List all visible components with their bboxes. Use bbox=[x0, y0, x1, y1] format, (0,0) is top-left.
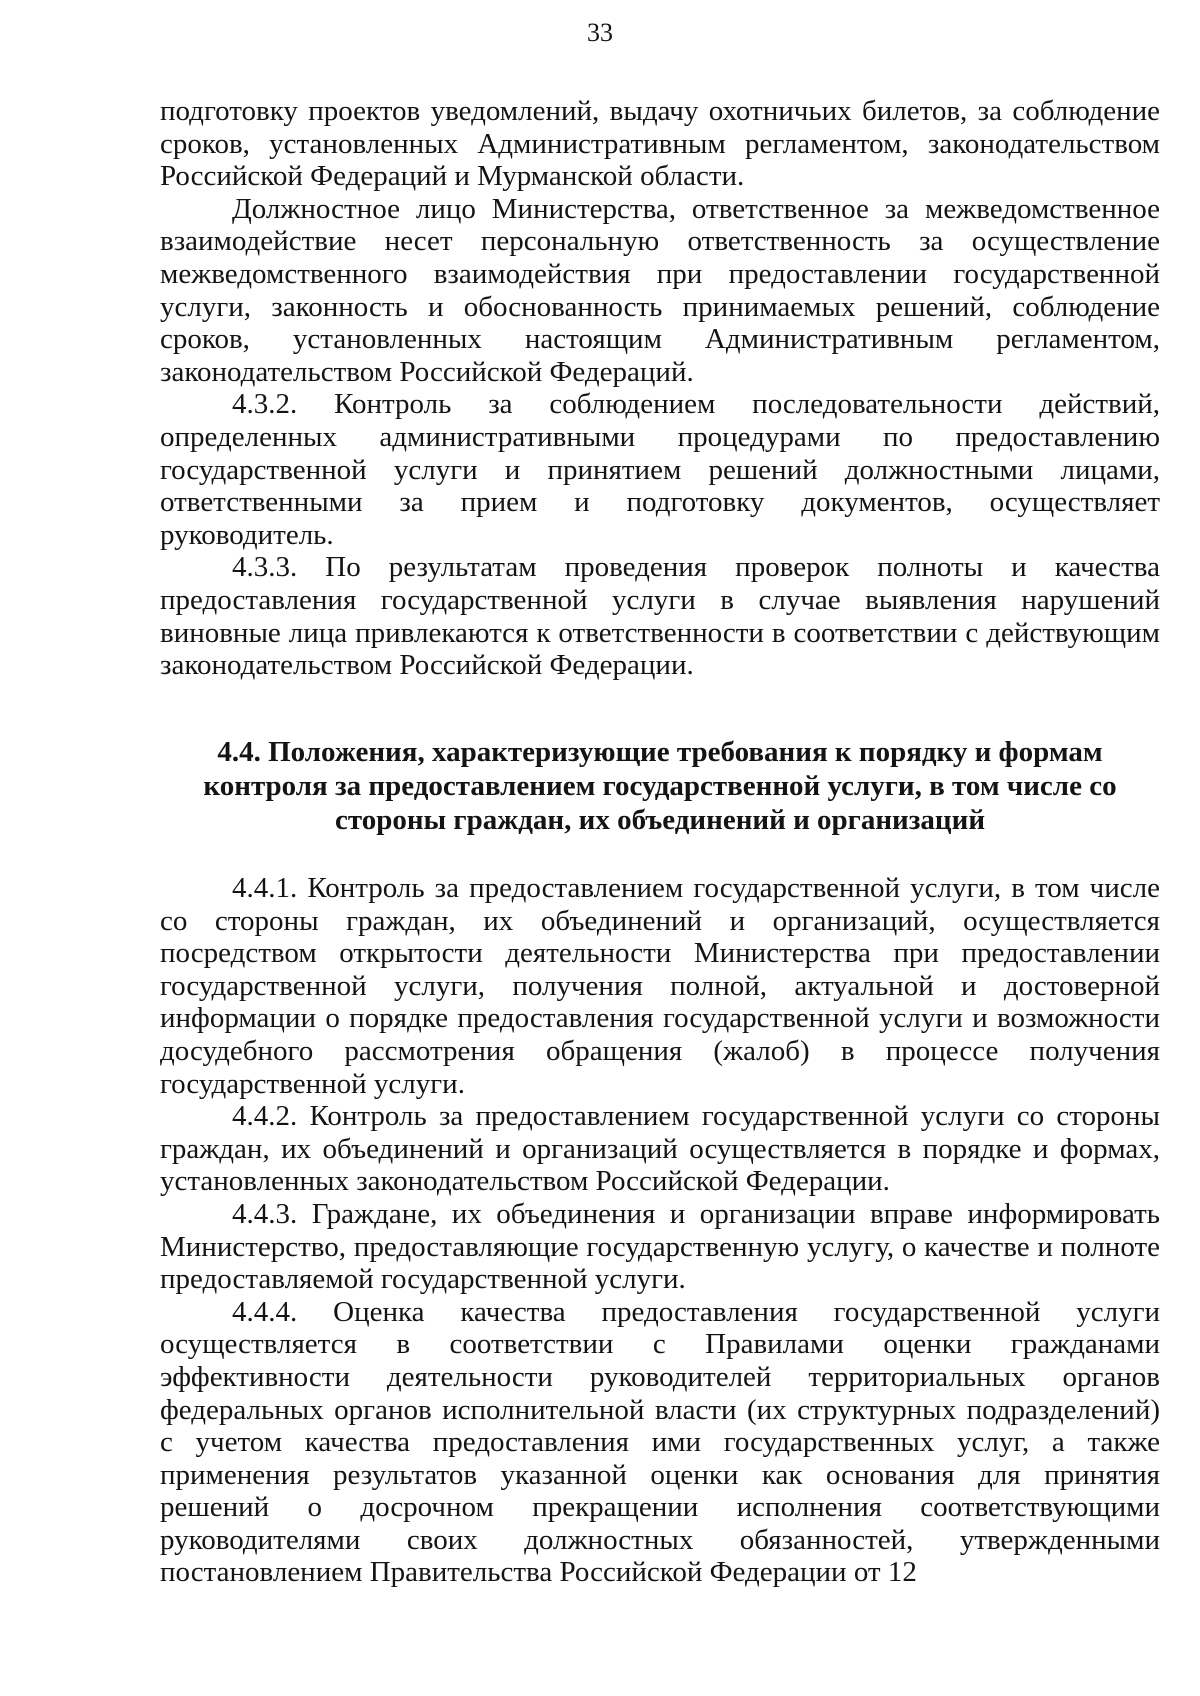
paragraph-4-4-2: 4.4.2. Контроль за предоставлением государственной услуги со стороны граждан, их объединений и организаций осуществляется в порядке и формах, установленных законодательством Российской Федерации. bbox=[160, 1100, 1160, 1198]
heading-line: контроля за предоставлением государственной услуги, в том числе со bbox=[203, 770, 1117, 802]
body-text-bottom bbox=[160, 872, 1160, 1589]
heading-line: 4.4. Положения, характеризующие требования к порядку и формам bbox=[217, 736, 1103, 768]
body-text-top bbox=[160, 95, 1160, 682]
page-number: 33 bbox=[587, 18, 613, 47]
heading-line: стороны граждан, их объединений и организаций bbox=[334, 804, 986, 836]
paragraph-4-4-3: 4.4.3. Граждане, их объединения и организации вправе информировать Министерство, предоставляющие государственную услугу, о качестве и полноте предоставляемой государственной услуги. bbox=[160, 1197, 1160, 1296]
paragraph-4-4-1: 4.4.1. Контроль за предоставлением государственной услуги, в том числе со стороны граждан, их объединений и организаций, осуществляется посредством открытости деятельности Министерства при предоставлении государственной услуги, получения полной, актуальной и достоверной информации о порядке предоставления государственной услуги и возможности досудебного рассмотрения обращения (жалоб) в процессе получения государственной услуги. bbox=[160, 872, 1160, 1100]
paragraph-4-3-3: 4.3.3. По результатам проведения проверок полноты и качества предоставления государственной услуги в случае выявления нарушений виновные лица привлекаются к ответственности в соответствии с действующим законодательством Российской Федерации. bbox=[160, 551, 1160, 682]
section-heading-4-4 bbox=[160, 735, 1160, 837]
paragraph-4-4-4: 4.4.4. Оценка качества предоставления государственной услуги осуществляется в соответствии с Правилами оценки гражданами эффективности деятельности руководителей территориальных органов федеральных органов исполнительной власти (их структурных подразделений) с учетом качества предоставления ими государственных услуг, а также применения результатов указанной оценки как основания для принятия решений о досрочном прекращении исполнения соответствующими руководителями своих должностных обязанностей, утвержденными постановлением Правительства Российской Федерации от 12 bbox=[160, 1295, 1160, 1589]
paragraph: Должностное лицо Министерства, ответственное за межведомственное взаимодействие несет персональную ответственность за осуществление межведомственного взаимодействия при предоставлении государственной услуги, законность и обоснованность принимаемых решений, соблюдение сроков, установленных настоящим Административным регламентом, законодательством Российской Федераций. bbox=[160, 192, 1160, 388]
paragraph: подготовку проектов уведомлений, выдачу охотничьих билетов, за соблюдение сроков, установленных Административным регламентом, законодательством Российской Федераций и Мурманской области. bbox=[160, 95, 1160, 193]
paragraph-4-3-2: 4.3.2. Контроль за соблюдением последовательности действий, определенных административными процедурами по предоставлению государственной услуги и принятием решений должностными лицами, ответственными за прием и подготовку документов, осуществляет руководитель. bbox=[160, 388, 1160, 551]
